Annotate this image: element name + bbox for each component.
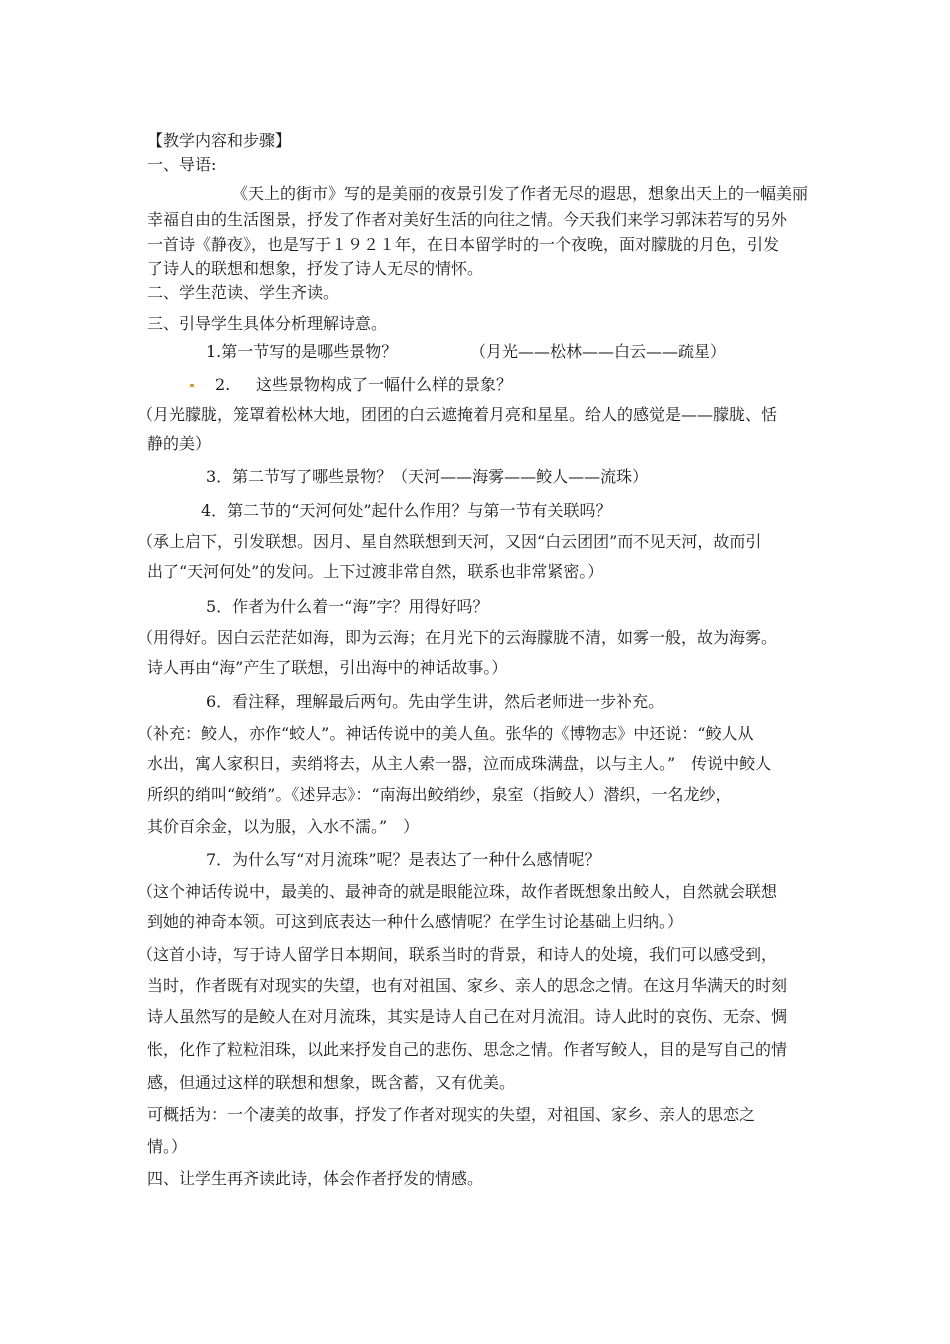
- question-3: 3．第二节写了哪些景物？（天河——海雾——鲛人——流珠）: [206, 467, 649, 486]
- question-6: 6．看注释，理解最后两句。先由学生讲，然后老师进一步补充。: [206, 692, 665, 711]
- summary-line-2: 情。）: [147, 1137, 188, 1156]
- question-5: 5．作者为什么着一“海”字？用得好吗？: [206, 597, 489, 616]
- question-7: 7．为什么写“对月流珠”呢？是表达了一种什么感情呢？: [206, 850, 601, 869]
- answer-6-line-4: 其价百余金，以为服，入水不濡。” ）: [147, 817, 420, 836]
- intro-line-4: 了诗人的联想和想象，抒发了诗人无尽的情怀。: [147, 259, 484, 278]
- section-4-title: 四、让学生再齐读此诗，体会作者抒发的情感。: [147, 1169, 484, 1188]
- answer-8-line-2: 当时，作者既有对现实的失望，也有对祖国、家乡、亲人的思念之情。在这月华满天的时刻: [147, 976, 788, 995]
- answer-6-line-2: 水出，寓人家积日，卖绡将去，从主人索一器，泣而成珠满盘，以与主人。” 传说中鲛人: [147, 754, 772, 773]
- answer-4-line-1: （承上启下，引发联想。因月、星自然联想到天河，又因“白云团团”而不见天河，故而引: [137, 532, 762, 551]
- answer-8-line-3: 诗人虽然写的是鲛人在对月流珠，其实是诗人自己在对月流泪。诗人此时的哀伤、无奈、惆: [147, 1007, 788, 1026]
- section-3-title: 三、引导学生具体分析理解诗意。: [147, 314, 388, 333]
- answer-8-line-1: （这首小诗，写于诗人留学日本期间，联系当时的背景，和诗人的处境，我们可以感受到，: [137, 945, 778, 964]
- intro-line-1: 《天上的街市》写的是美丽的夜景引发了作者无尽的遐思，想象出天上的一幅美丽: [232, 184, 809, 203]
- answer-5-line-1: （用得好。因白云茫茫如海，即为云海；在月光下的云海朦胧不清，如雾一般，故为海雾。: [137, 628, 778, 647]
- answer-7-line-2: 到她的神奇本领。可这到底表达一种什么感情呢？在学生讨论基础上归纳。）: [147, 912, 684, 931]
- question-2-number: 2.: [215, 375, 231, 394]
- question-2: 这些景物构成了一幅什么样的景象？: [256, 375, 513, 394]
- question-4: 4．第二节的“天河何处”起什么作用？与第一节有关联吗？: [201, 501, 612, 520]
- intro-line-2: 幸福自由的生活图景，抒发了作者对美好生活的向往之情。今天我们来学习郭沫若写的另外: [147, 210, 788, 229]
- answer-4-line-2: 出了“天河何处”的发问。上下过渡非常自然，联系也非常紧密。）: [147, 562, 604, 581]
- answer-5-line-2: 诗人再由“海”产生了联想，引出海中的神话故事。）: [147, 658, 508, 677]
- summary-line-1: 可概括为：一个凄美的故事，抒发了作者对现实的失望，对祖国、家乡、亲人的思恋之: [147, 1105, 756, 1124]
- section-1-title: 一、导语:: [147, 155, 217, 174]
- question-1-answer: （月光——松林——白云——疏星）: [470, 342, 727, 361]
- answer-6-line-1: （补充：鲛人，亦作“蛟人”。神话传说中的美人鱼。张华的《博物志》中还说：“鲛人从: [137, 724, 754, 743]
- section-2-title: 二、学生范读、学生齐读。: [147, 283, 340, 302]
- answer-8-line-5: 感，但通过这样的联想和想象，既含蓄，又有优美。: [147, 1073, 516, 1092]
- section-heading: 【教学内容和步骤】: [147, 131, 292, 150]
- answer-6-line-3: 所织的绡叫“鲛绡”。《述异志》：“南海出鲛绡纱，泉室（指鲛人）潜织，一名龙纱，: [147, 785, 732, 804]
- speck-mark: [190, 384, 194, 387]
- intro-line-3: 一首诗《静夜》，也是写于１９２１年，在日本留学时的一个夜晚，面对朦胧的月色，引发: [147, 235, 780, 254]
- answer-2-line-2: 静的美）: [147, 434, 212, 453]
- answer-8-line-4: 怅，化作了粒粒泪珠，以此来抒发自己的悲伤、思念之情。作者写鲛人，目的是写自己的情: [147, 1040, 788, 1059]
- answer-2-line-1: （月光朦胧，笼罩着松林大地，团团的白云遮掩着月亮和星星。给人的感觉是——朦胧、恬: [137, 405, 778, 424]
- question-1: 1.第一节写的是哪些景物？: [206, 342, 398, 361]
- answer-7-line-1: （这个神话传说中，最美的、最神奇的就是眼能泣珠，故作者既想象出鲛人，自然就会联想: [137, 882, 778, 901]
